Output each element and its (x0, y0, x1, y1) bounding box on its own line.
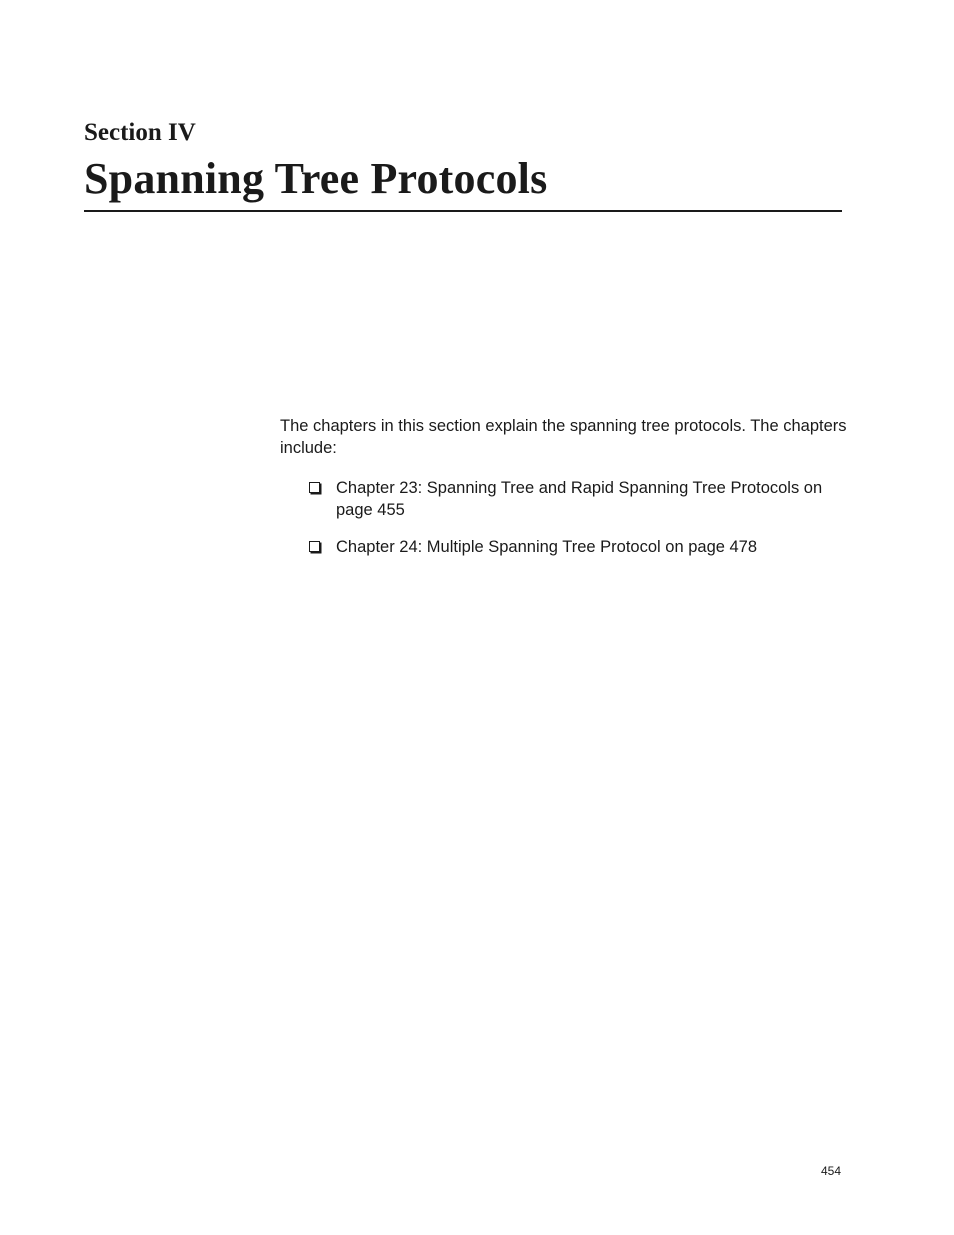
chapter-link[interactable]: Chapter 23: Spanning Tree and Rapid Spanning Tree Protocols on page 455 (336, 479, 823, 519)
title-underline (84, 210, 842, 212)
section-label: Section IV (84, 119, 196, 146)
chapter-list (280, 477, 850, 558)
list-item (280, 536, 850, 558)
page-number: 454 (820, 1164, 841, 1178)
checkbox-icon (309, 541, 320, 552)
intro-paragraph: The chapters in this section explain the spanning tree protocols. The chapters include: (280, 417, 847, 457)
section-body (280, 415, 850, 573)
checkbox-icon (309, 482, 320, 493)
page-title: Spanning Tree Protocols (84, 154, 548, 203)
section-header (84, 118, 842, 212)
chapter-link[interactable]: Chapter 24: Multiple Spanning Tree Protocol on page 478 (336, 538, 758, 556)
list-item (280, 477, 850, 521)
